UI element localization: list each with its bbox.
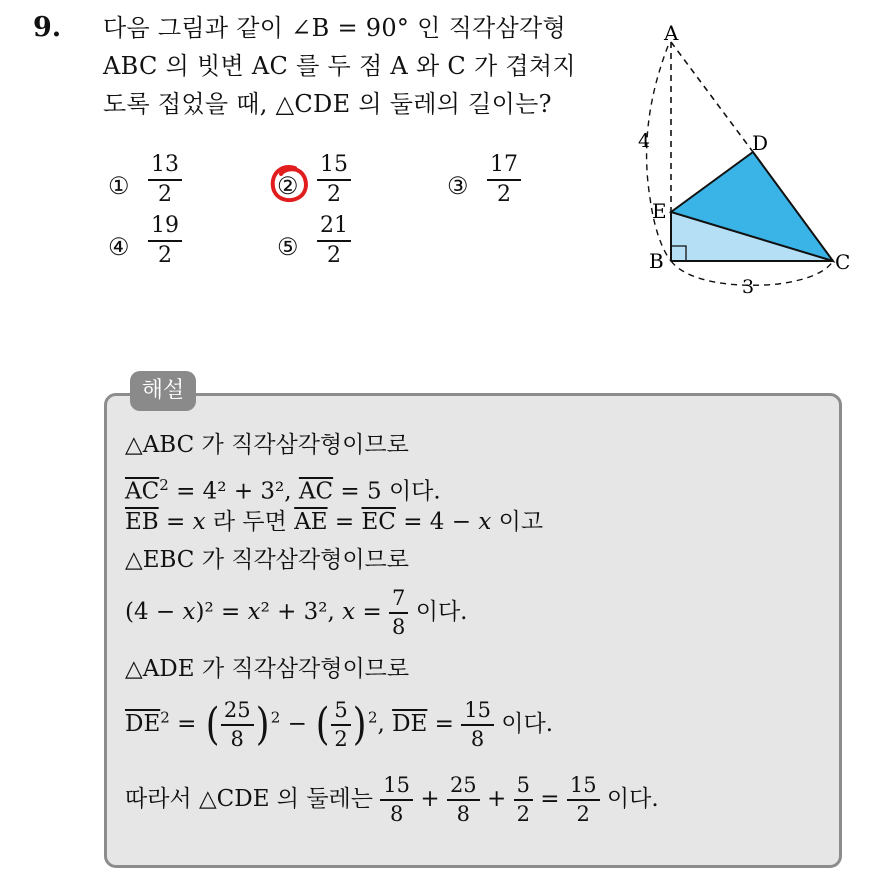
solution-line-8: 따라서 △CDE 의 둘레는 $\frac{15}{8}$ + $\frac{25}{8}$ + $\frac{5}{2}$ = $\frac{15}{2}$ 이다. [125,773,659,826]
question-line-1: 다음 그림과 같이 ∠B = 90° 인 직각삼각형 [103,14,566,42]
choice-value: $\frac{13}{2}$ [148,154,182,206]
choice-mark: ⑤ [277,233,299,261]
choice-value: $\frac{15}{2}$ [317,154,351,206]
choice-mark: ③ [447,172,469,200]
point-a-label: A [664,21,679,45]
folded-triangle-diagram [628,18,858,298]
point-d-label: D [752,131,769,155]
question-line-3: 도록 접었을 때, △CDE 의 둘레의 길이는? [103,90,552,118]
choice-value: $\frac{17}{2}$ [487,154,521,206]
solution-line-7: $\overline{DE}^2$ = ( $\frac{25}{8}$ ) $^2$ − ( $\frac{5}{2}$ ) $^2$, $\overline{DE}$ = $\frac{15}{8}$ 이다. [125,698,554,751]
solution-line-5: (4 − x)² = x² + 3², x = $\frac{7}{8}$ 이다. [125,586,468,639]
choice-mark: ② [277,172,299,200]
question-line-2: ABC 의 빗변 AC 를 두 점 A 와 C 가 겹쳐지 [103,52,576,80]
point-c-label: C [835,250,851,274]
solution-line-4: △EBC 가 직각삼각형이므로 [125,547,409,573]
choice-mark: ① [108,172,130,200]
solution-line-2: $\overline{AC}^2 = 4^2 + 3^2$, $\overline{AC} = 5$ 이다. [125,476,441,505]
choice-value: $\frac{21}{2}$ [317,215,351,267]
question-number: 9. [33,12,62,43]
choice-value: $\frac{19}{2}$ [148,215,182,267]
choice-mark: ④ [108,233,130,261]
point-b-label: B [649,249,664,273]
point-e-label: E [652,199,667,223]
solution-badge: 해설 [130,371,196,411]
side-bc-label: 3 [742,276,755,298]
solution-line-3: $\overline{EB} = x$ 라 두면 $\overline{AE} = \overline{EC} = 4 - x$ 이고 [125,509,544,535]
solution-line-6: △ADE 가 직각삼각형이므로 [125,656,410,682]
solution-line-1: △ABC 가 직각삼각형이므로 [125,432,409,458]
side-ab-label: 4 [638,130,651,152]
